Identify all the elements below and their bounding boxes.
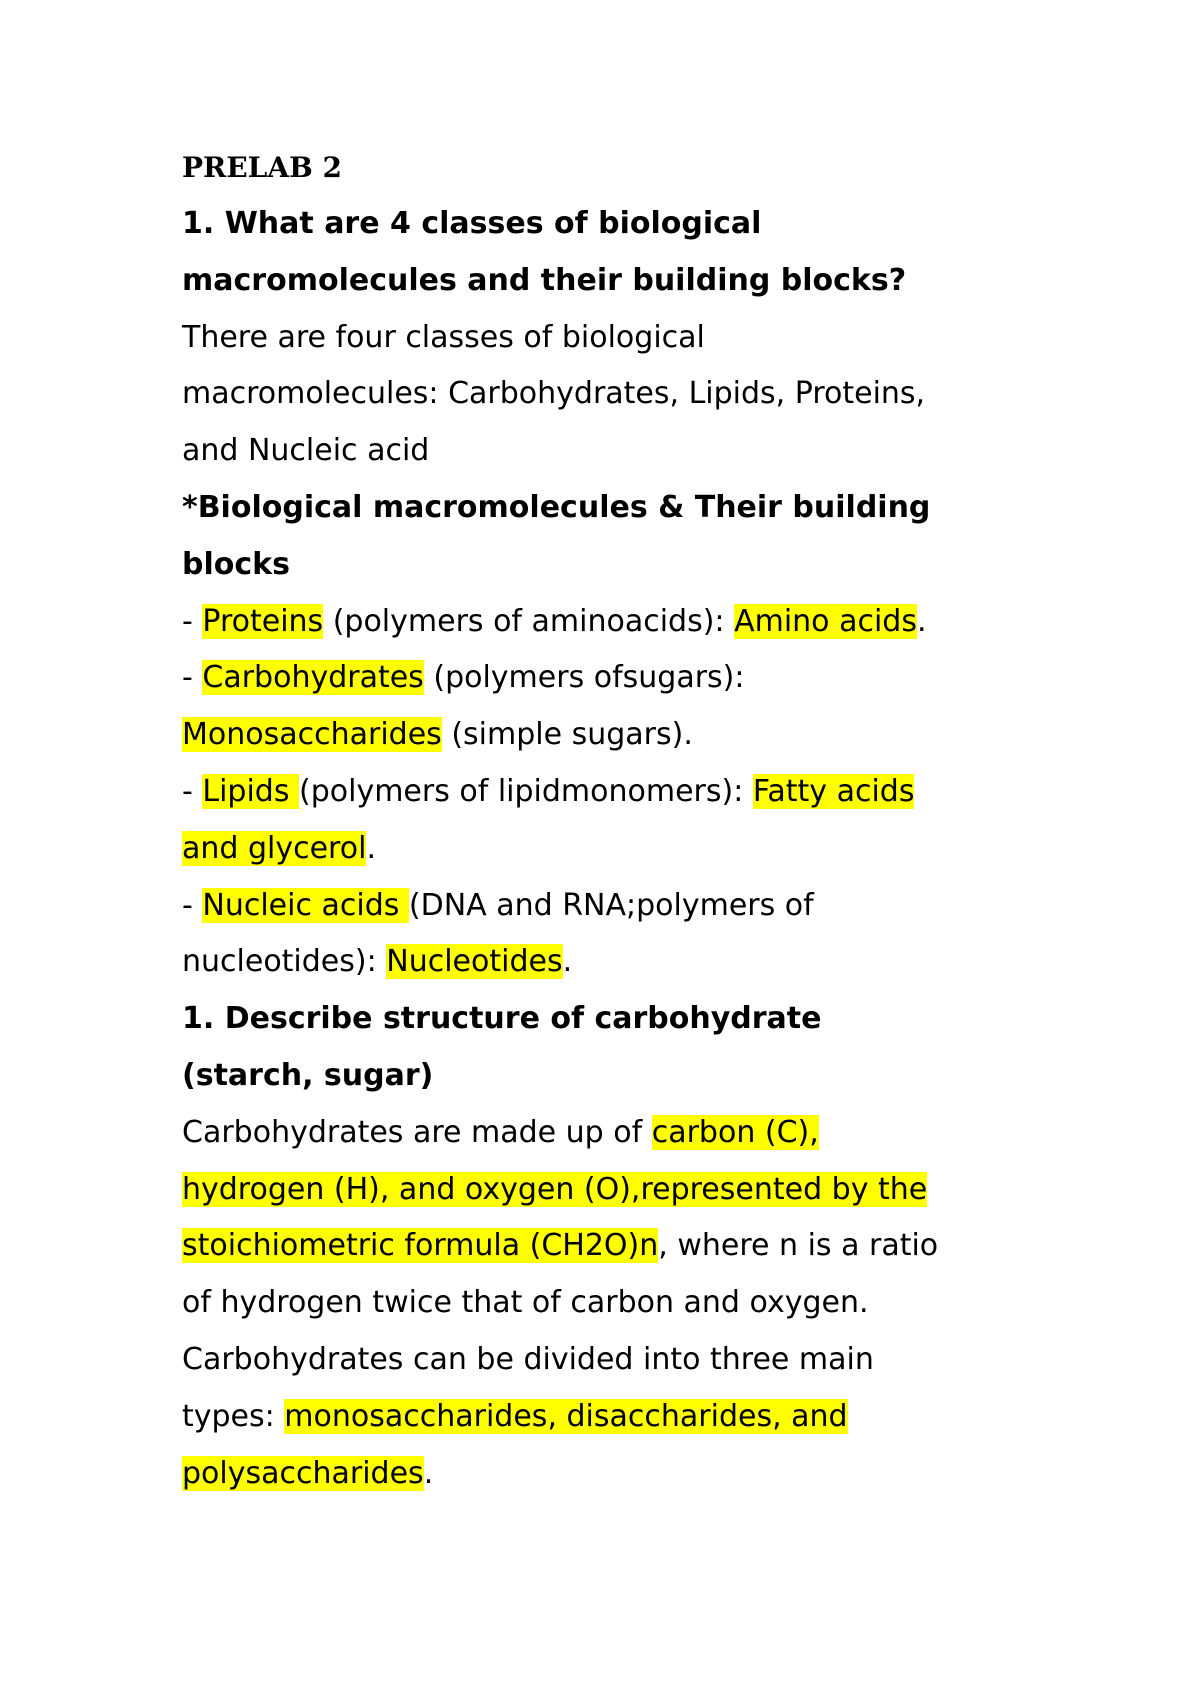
subheading-line-1: *Biological macromolecules & Their building	[182, 489, 931, 525]
carbohydrates-end: (simple sugars).	[441, 717, 693, 753]
list-item-proteins	[182, 594, 1062, 651]
highlight-saccharide-types: monosaccharides, disaccharides, and	[284, 1398, 848, 1434]
question-2-heading-line-1: 1. Describe structure of carbohydrate	[182, 1001, 822, 1037]
question-1-heading-line-1: 1. What are 4 classes of biological	[182, 206, 762, 241]
list-dash: -	[182, 887, 203, 923]
paragraph-2-text: types:	[182, 1398, 285, 1434]
paragraph-2-line-2	[182, 1389, 1062, 1446]
highlight-lipids: Lipids	[202, 773, 300, 809]
list-item-lipids	[182, 764, 1062, 821]
list-item-nucleic-acids-cont	[182, 934, 1062, 991]
lipids-description: (polymers of lipidmonomers):	[299, 773, 753, 809]
proteins-description: (polymers of aminoacids):	[323, 603, 735, 639]
highlight-polysaccharides: polysaccharides	[182, 1455, 424, 1491]
answer-1-line-2: macromolecules: Carbohydrates, Lipids, Proteins,	[182, 376, 926, 412]
document-title: PRELAB 2	[182, 151, 342, 184]
proteins-end: .	[916, 603, 927, 639]
list-item-lipids-cont	[182, 821, 1062, 878]
subheading-line-2: blocks	[182, 546, 290, 582]
answer-1-line-1: There are four classes of biological	[182, 319, 705, 355]
paragraph-2-line-1: Carbohydrates can be divided into three main	[182, 1341, 874, 1377]
question-2-heading-line-2: (starch, sugar)	[182, 1057, 434, 1093]
document-body	[182, 140, 1062, 1502]
lipids-end: .	[366, 830, 376, 866]
paragraph-2-end: .	[423, 1455, 434, 1491]
highlight-fatty-acids: Fatty acids	[752, 773, 915, 809]
list-dash: -	[182, 603, 203, 639]
highlight-carbohydrates: Carbohydrates	[202, 660, 424, 696]
paragraph-1-text-cont: , where n is a ratio	[658, 1228, 939, 1264]
answer-1-line-3: and Nucleic acid	[182, 433, 430, 469]
paragraph-1-line-4: of hydrogen twice that of carbon and oxygen.	[182, 1285, 869, 1321]
highlight-glycerol: and glycerol	[182, 830, 367, 866]
list-item-carbohydrates	[182, 650, 1062, 707]
paragraph-1-text: Carbohydrates are made up of	[182, 1114, 652, 1150]
list-item-carbohydrates-cont	[182, 707, 1062, 764]
highlight-amino-acids: Amino acids	[734, 603, 917, 639]
highlight-proteins: Proteins	[202, 603, 324, 639]
list-item-nucleic-acids	[182, 878, 1062, 935]
nucleic-description-cont: nucleotides):	[182, 944, 387, 980]
paragraph-1-line-3	[182, 1218, 1062, 1275]
highlight-monosaccharides: Monosaccharides	[182, 717, 442, 753]
highlight-nucleic-acids: Nucleic acids	[202, 887, 409, 923]
paragraph-1-line-2	[182, 1162, 1062, 1219]
nucleic-description: (DNA and RNA;polymers of	[408, 887, 814, 923]
highlight-hydrogen-oxygen: hydrogen (H), and oxygen (O),represented by the	[182, 1171, 928, 1207]
highlight-nucleotides: Nucleotides	[386, 944, 563, 980]
highlight-carbon: carbon (C),	[651, 1114, 819, 1150]
list-dash: -	[182, 773, 203, 809]
list-dash: -	[182, 660, 203, 696]
paragraph-1-line-1	[182, 1105, 1062, 1162]
question-1-heading-line-2: macromolecules and their building blocks?	[182, 262, 907, 298]
nucleic-end: .	[562, 944, 573, 980]
paragraph-2-line-3	[182, 1446, 1062, 1503]
highlight-formula: stoichiometric formula (CH2O)n	[182, 1228, 659, 1264]
carbohydrates-description: (polymers ofsugars):	[423, 660, 745, 696]
